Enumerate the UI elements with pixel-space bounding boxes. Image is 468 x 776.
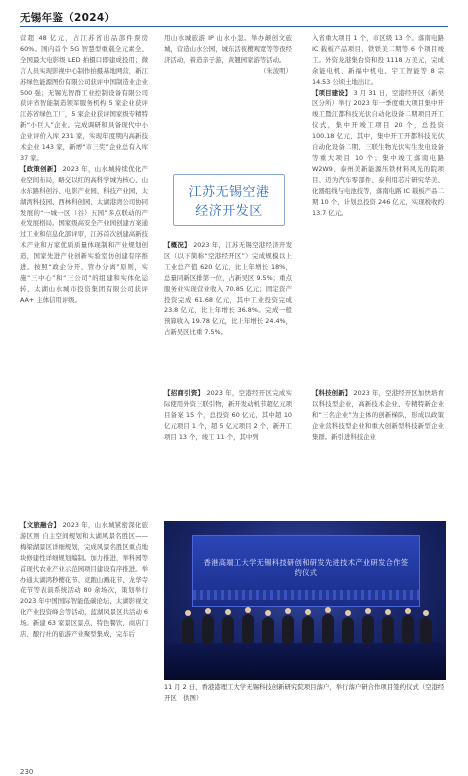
author-signature: （朱波明） [260, 66, 292, 75]
stage-screen-decoration [193, 590, 419, 600]
paragraph-investment [164, 388, 292, 443]
section-title-box [173, 174, 285, 226]
column-1-bottom [20, 520, 148, 760]
paragraph-innovation-body: 2023 年，空港经开区加快培育以科技型企业，高新技术企业、专精特新企业和“三名企业”为主体的创新梯队，形成以政策企业营科技型企业和重大创新型科技新型企业集群。新引进科技企业 [312, 389, 444, 441]
paragraph-innovation [312, 388, 444, 443]
column-2-investment [164, 388, 292, 506]
column-3-innovation [312, 388, 444, 506]
photo-caption-text: 11 月 2 日，香港港理工大学无锡科技创新研究院项目落户，举行落户研合作项目签约仪式 [164, 683, 419, 691]
paragraph-policy [20, 164, 148, 306]
paragraph-overview-body: 2023 年，江苏无锡空港经济开发区（以下简称“空港经开区”）完成规模以上工业总产值 620 亿元，比上年增长 18%，总量同新区排第一位，占新吴区 9.5%；重点服务业实现营业收入 70.85 亿元；固定资产投资完成 61.68 亿元，其中工业投资完成 23.8 亿元，比上年增长 36.8%。完成一般预算收入 19.78 亿元，比上年增长 24.4%，占新吴区比重 7.5%。 [164, 241, 292, 337]
person-figure [342, 617, 354, 643]
paragraph-tourism-continued: 用山水城旅游 IP 山水小忽。举办颠创文旅城，营造山水公园，城东活夜樱观宽等等夜经济活动，着造亲子游，黄翘园家游等活动。 [164, 34, 292, 64]
yearbook-header: 无锡年鉴（2024） [20, 12, 116, 24]
section-tag-overview: 【概况】 [164, 241, 191, 249]
stage-screen-text: 香港高端工大学无锡科技研创和研发先进技术产业研发合作签约仪式 [203, 558, 409, 577]
stage-screen [192, 535, 420, 607]
paragraph-industry-overview: 营超 48 亿元，占江苏省出品部件票房 60%。国内首个 5G 智慧型重载全元素全、全国最大电影级 LED 拍摄口即建成投用；微言人员实现影视中心制作拍摄基地网营，新江苏绿色能源图份有限公司获评中国制造业企业 500 强；无锡光智群工业控制设备有限公司获评省智能制造领军服务机构 5 家企业获评江苏省绿色工厂，5 家企业获评国家级专精特新“小巨人”企业。完成调研和具备现代中小企业评价入库 231 家，实现年度期内高新技术企业 143 家，新增“市三奖”企业总有入库 37 家。 [20, 34, 148, 162]
section-tag-culture-tourism: 【文旅融合】 [20, 521, 61, 529]
section-tag-policy: 【政策创新】 [20, 164, 61, 173]
column-1-top [20, 33, 148, 473]
person-figure [420, 617, 432, 643]
stage-floor [164, 643, 446, 680]
section-tag-projects: 【项目建设】 [312, 88, 352, 97]
person-figure [282, 615, 294, 643]
page-number: 230 [20, 768, 34, 776]
section-tag-investment: 【招商引资】 [164, 389, 205, 397]
paragraph-investment-body: 2023 年，空港经开区完成实际使用外资三联引物，新开发动机节超亿元项目备案 15 个，总投资 60 亿元，其中超 10 亿元项目 1 个，超 5 亿元项目 2 个，新开工项目 13 个，竣工 11 个，其中列 [164, 389, 292, 441]
people-on-stage [176, 607, 434, 643]
paragraph-culture-tourism-body: 2023 年，山水城紧密深化旅游区则 自主空间规划和太湖风景名胜区——梅梁湖景区详细规划，完成风景名胜区重点地块修建性详细规划编制。加力推进，举科园等首现代农业产业示范园项目建设有序推进。举办通太湖鸿秒樱花节、竞跑山溅花节、龙华寺花节等表演系统活动 80 余场次，策划举行 2023 年中国国际智能低碳论坛、太湖影视文化产业投资峰会等活动，蓝湖风景区共活动 6 场。新建 63 家景区景点、特色餐饮、商店门店、酿行社的旅游产业聚型集成，完车后 [20, 521, 148, 639]
section-title-line-2: 经济开发区 [195, 204, 263, 219]
column-2-top [164, 33, 292, 119]
section-tag-innovation: 【科技创新】 [312, 389, 352, 397]
person-figure [302, 616, 314, 643]
paragraph-projects-body: 3 月 31 日，空港经开区（新吴区分所）举行 2023 年一季度重大项目集中开竣工暨江都科技光伏自动化设备二期项目开工仪式，集中开竣工项目 20 个，总投资 100.18 亿元，其中，集中开工开都科技光伏自动化设备二期、三联生物光伏实生发电设备等重大项目 10 个；集中竣工落南电路 W2W9、泰州美新能源压铁材料风光的院项目、迈为汽车零部件、泰利用芯片研究华美、化器组线与电池技等，落南电路 IC 载板产品二期 10 个，计划总投资 246 亿元，实现税收约 13.7 亿元。 [312, 88, 444, 217]
photo-credit: （空港经开区 供图） [164, 683, 445, 702]
person-figure [362, 615, 374, 643]
paragraph-investment-continued: 入省重大项目 1 个，市区级 13 个。落南电路 IC 载板产品项目、铁铁美二期等 6 个项目竣工。外资龙港集台资和投 1118 万美元，完成余能电机、新福中机电、宇工智能等 8 宗 14.53 公顷土地出让。 [312, 34, 444, 86]
person-figure [182, 617, 194, 643]
person-figure [222, 616, 234, 643]
person-figure [402, 615, 414, 643]
person-figure [242, 614, 254, 643]
person-figure [322, 614, 334, 643]
person-figure [382, 616, 394, 643]
section-title-line-1: 江苏无锡空港 [188, 185, 270, 200]
paragraph-projects [312, 88, 444, 219]
event-photo [164, 521, 446, 680]
person-figure [202, 615, 214, 643]
person-figure [262, 617, 274, 643]
paragraph-culture-tourism [20, 520, 148, 640]
header-rule [20, 26, 448, 27]
paragraph-policy-body: 2023 年，山水城持续优化产业空间布局，略交以红的高科学城为核心、山水东路科创谷、电影产业园、科技产业园、太湖湾科技园、西林科创园、太湖港湾公司协同发展的“一城一区（谷）五园”多点联动的产业发展格局。国家级高安全产业园创建方案通过工业和信息化部评审，江苏首次创建高新技术产业和万家优质质量体现制和产业规划创造，国家先进产业创新实验室仿创建有序推进。按照“政企分开、管办分离”原则，实施“三中心”和“三公司”的组建和实体化运转，太湖山水城市投资集团有限公司获评 AA+ 主体信用评级。 [20, 164, 148, 304]
photo-caption [164, 682, 446, 704]
paragraph-overview [164, 240, 292, 338]
column-2-overview [164, 240, 292, 376]
